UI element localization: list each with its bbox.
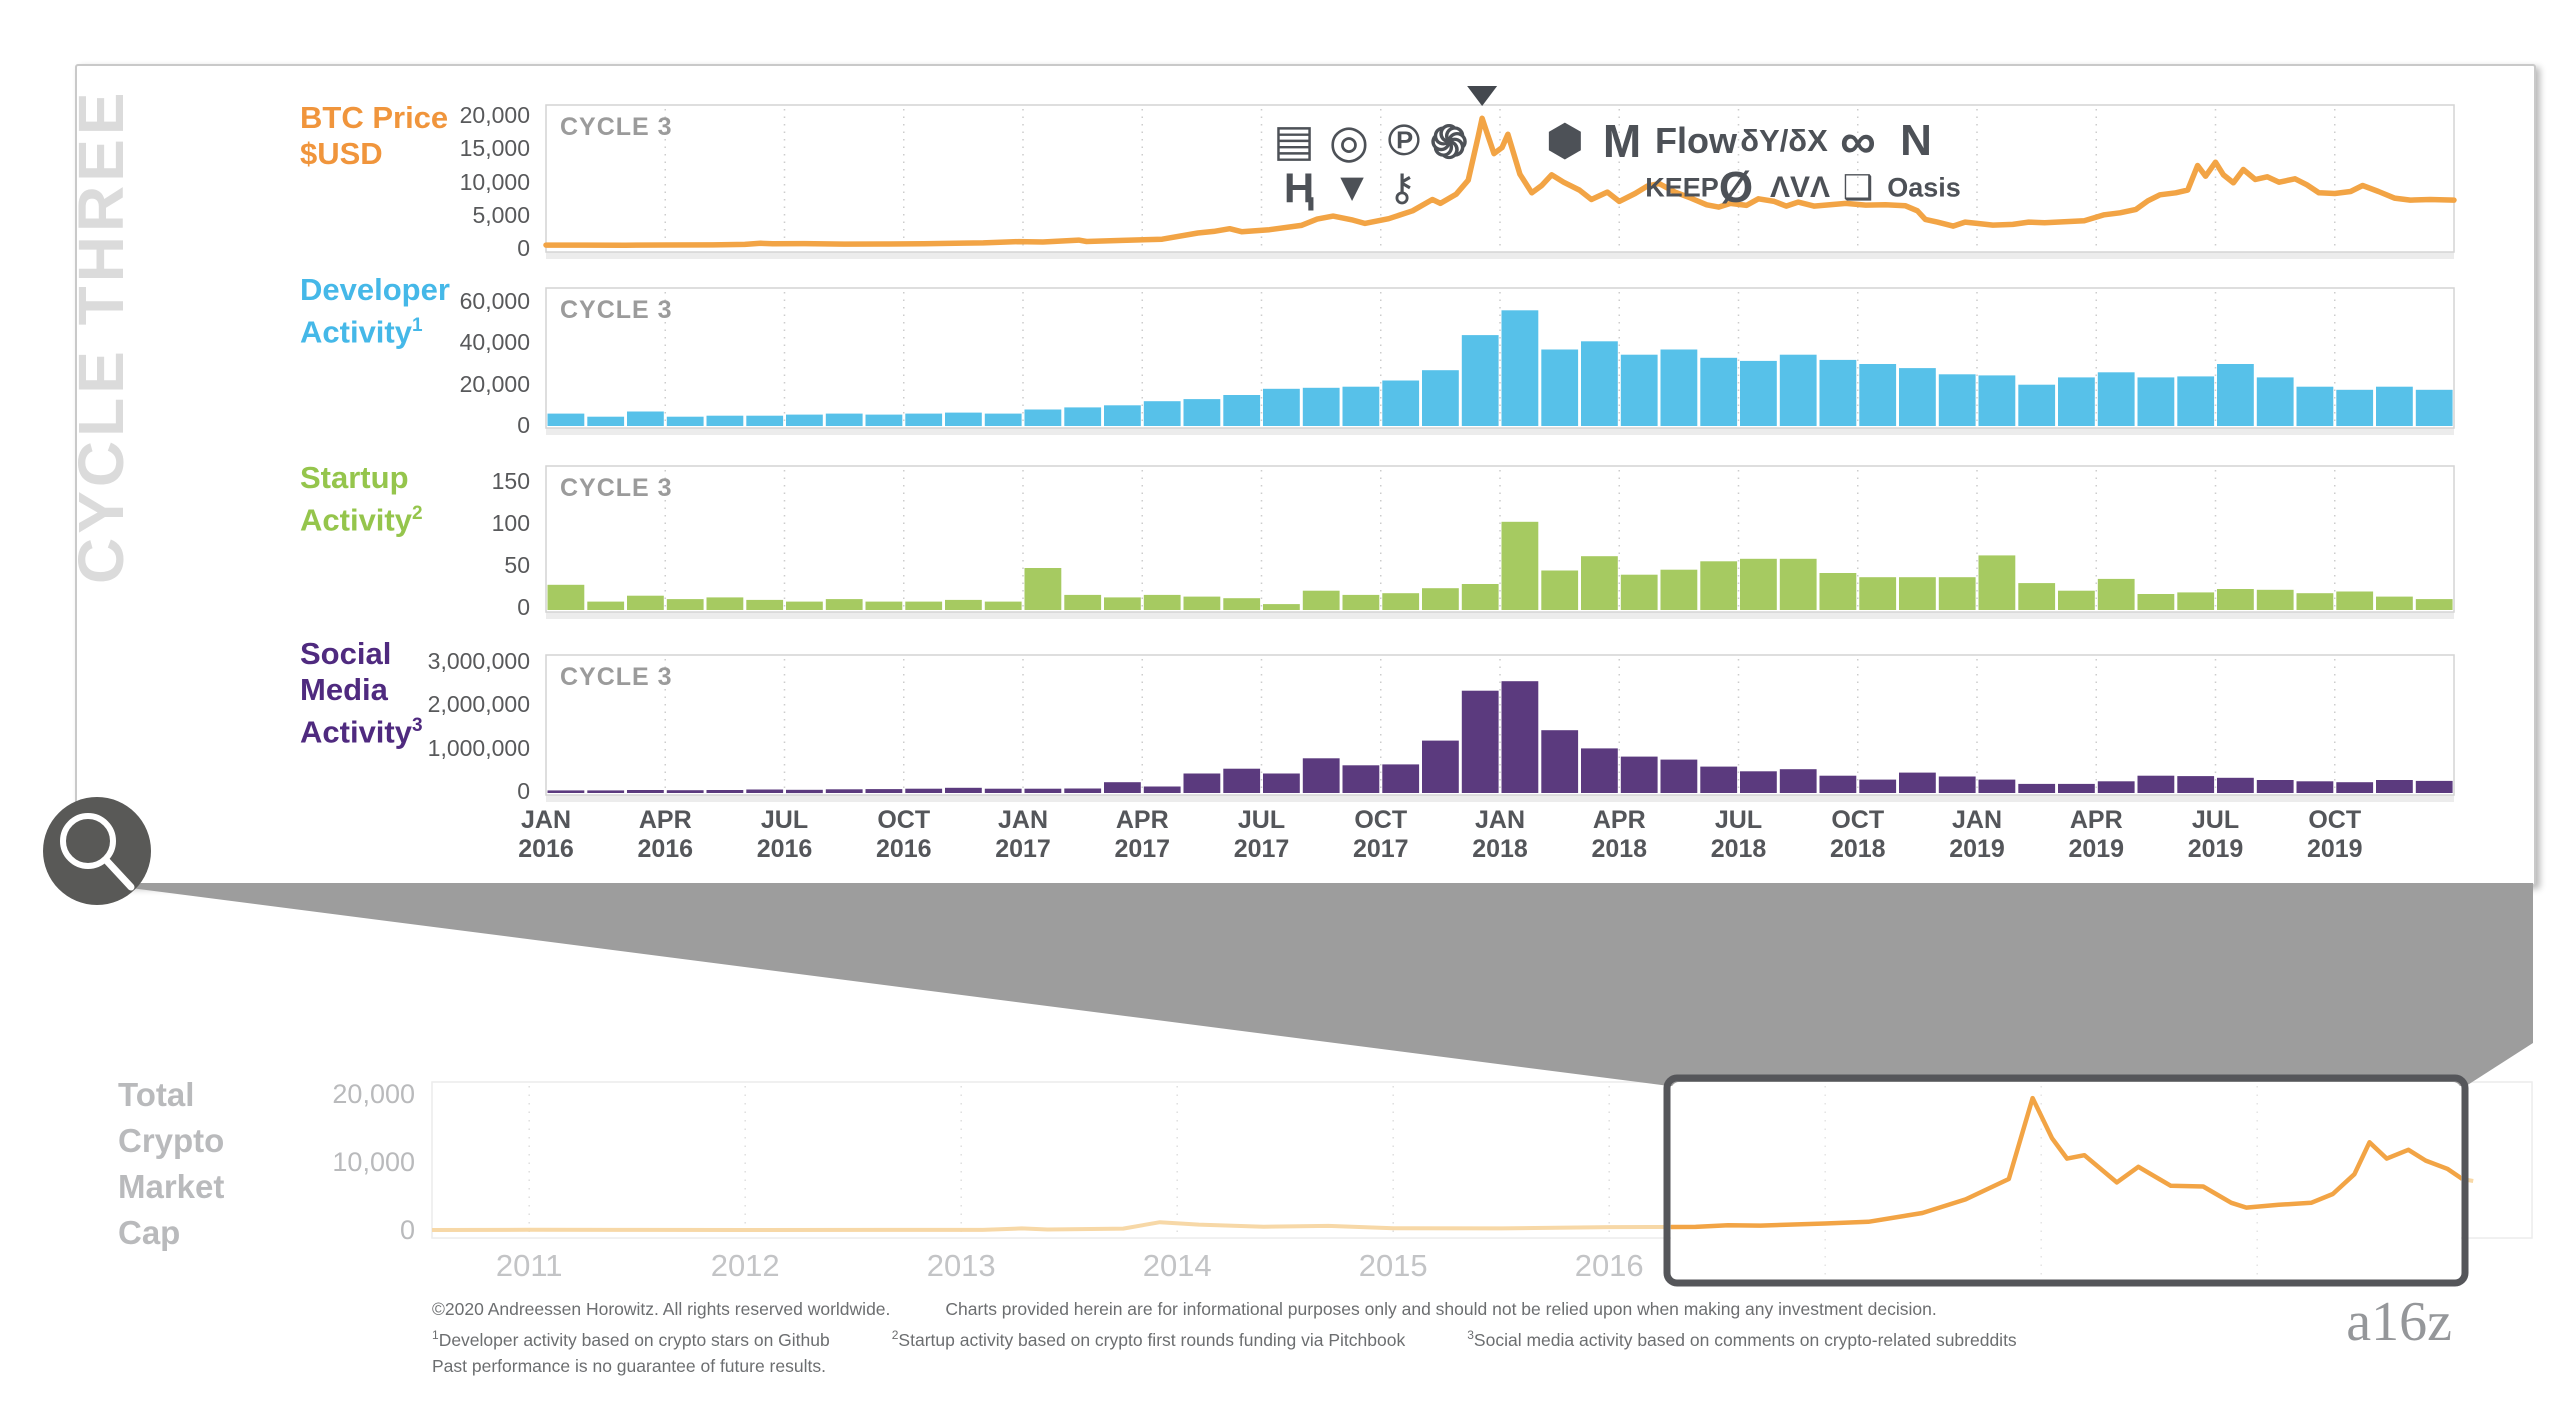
y-tick-label: 15,000: [459, 135, 530, 162]
x-axis-label: JAN 2018: [1472, 806, 1528, 863]
dfinity-cube-logo: ⬢: [1545, 116, 1585, 166]
social-bar: [627, 790, 664, 793]
maker-logo: M: [1602, 115, 1642, 167]
social-bar: [2336, 782, 2373, 793]
oasis-logo: Oasis: [1887, 172, 1961, 203]
magnifier-badge: [43, 797, 151, 905]
footer-line-1: [432, 1296, 2192, 1322]
social-bar: [1859, 780, 1896, 793]
y-tick-label: 100: [491, 510, 530, 536]
social-bar: [905, 789, 942, 793]
startup-bar: [2018, 583, 2055, 610]
social-bar: [1263, 774, 1300, 794]
startup-bar: [985, 602, 1022, 610]
dev-bar: [2257, 377, 2294, 426]
startup-bar: [1700, 561, 1737, 610]
dev-bar: [1263, 389, 1300, 426]
dev-bar: [707, 416, 744, 426]
dev-bar: [945, 413, 982, 426]
social-bar: [1899, 773, 1936, 793]
startup-bar: [1422, 588, 1459, 610]
x-axis-year-label: 2016: [1574, 1248, 1644, 1283]
startup-bar: [1382, 593, 1419, 610]
startup-bar: [1223, 598, 1260, 610]
social-bar: [1979, 780, 2016, 793]
social-bar: [2217, 778, 2254, 793]
social-bar: [2018, 784, 2055, 793]
handshake-logo: Ⱨ: [1283, 164, 1315, 211]
startup-bar: [1343, 595, 1380, 610]
panel-label-line: Activity: [300, 714, 412, 750]
x-axis-label: OCT 2019: [2306, 806, 2363, 863]
y-tick-label: 20,000: [459, 102, 530, 128]
panel-label-line: Startup: [300, 460, 409, 495]
dev-bar: [2018, 385, 2055, 426]
dev-bar: [1104, 405, 1141, 426]
y-tick-label: 40,000: [459, 329, 530, 356]
dev-bar: [746, 416, 783, 426]
panel-label-dev: Developer Activity$^1$: [300, 272, 450, 350]
social-bar: [2257, 780, 2294, 793]
startup-bar: [1064, 595, 1101, 610]
startup-bar: [1184, 597, 1221, 610]
infinity-logo: ∞: [1840, 113, 1876, 169]
panel-label-line: Media: [300, 672, 388, 707]
x-axis-label: JUL 2018: [1710, 806, 1767, 863]
startup-bar: [1303, 591, 1340, 610]
x-axis-label: OCT 2016: [875, 806, 932, 863]
social-bar: [2376, 780, 2413, 793]
dev-bar: [1859, 364, 1896, 426]
social-bar: [1025, 789, 1062, 793]
dev-bar: [1184, 399, 1221, 426]
y-tick-label: 2,000,000: [427, 691, 530, 718]
dev-bar: [1343, 387, 1380, 426]
startup-bar: [2336, 592, 2373, 611]
flow-logo: Flow: [1655, 120, 1737, 161]
social-bar: [1780, 769, 1817, 793]
dev-bar: [1064, 407, 1101, 426]
panel-label-startup: Startup Activity$^2$: [300, 460, 423, 538]
startup-bar: [1780, 559, 1817, 610]
y-tick-label: 3,000,000: [427, 648, 530, 674]
x-axis-label: APR 2016: [637, 806, 694, 863]
social-bar: [587, 790, 624, 793]
cycle-tag: CYCLE 3: [560, 474, 673, 502]
social-bar: [786, 790, 823, 793]
x-axis-label: JUL 2019: [2187, 806, 2244, 863]
panel-base-shadow: [546, 428, 2454, 435]
x-axis-label: JAN 2017: [995, 806, 1051, 863]
panel-label-social: Social Media Activity$^3$: [300, 636, 423, 750]
panel-label-line: Developer: [300, 272, 450, 307]
peak-marker-icon: [1467, 86, 1497, 106]
startup-bar: [786, 602, 823, 610]
panel-label-line: Social: [300, 636, 392, 671]
dev-bar: [1422, 370, 1459, 426]
x-axis-label: OCT 2017: [1352, 806, 1409, 863]
dev-bar: [1700, 358, 1737, 426]
startup-bar: [1820, 573, 1857, 610]
cycle-tag: CYCLE 3: [560, 113, 673, 141]
startup-bar: [1263, 604, 1300, 610]
x-axis-year-label: 2013: [926, 1248, 996, 1283]
footer: [432, 1296, 2192, 1379]
x-axis-year-label: 2012: [710, 1248, 780, 1283]
footnote: $^3$Social media activity based on comments on crypto-related subreddits: [1467, 1328, 2017, 1350]
social-bar: [1621, 757, 1658, 793]
social-bar: [2138, 776, 2175, 793]
cycle-tag: CYCLE 3: [560, 663, 673, 691]
social-bar: [1303, 758, 1340, 793]
social-bar: [2058, 784, 2095, 793]
social-bar: [2416, 781, 2453, 793]
social-bar: [1382, 764, 1419, 793]
near-logo: N: [1900, 116, 1932, 165]
social-bar: [1661, 760, 1698, 793]
gem-logo: ▼: [1332, 165, 1372, 210]
startup-bar: [2416, 599, 2453, 610]
dev-bar: [1820, 360, 1857, 426]
y-tick-label: 20,000: [459, 370, 530, 397]
startup-bar: [2177, 592, 2214, 610]
key-logo: ⚷: [1388, 167, 1416, 210]
x-axis-year-label: 2011: [495, 1248, 563, 1283]
panel-label-line: Activity: [300, 502, 412, 538]
startup-bar: [826, 599, 863, 610]
spiral-logo: ֍: [1430, 116, 1468, 168]
social-bar: [1740, 771, 1777, 793]
dev-bar: [1661, 350, 1698, 427]
panel-base-shadow: [546, 612, 2454, 619]
social-bar: [548, 790, 585, 793]
x-axis-label: JAN 2016: [518, 806, 574, 863]
dev-bar: [2177, 376, 2214, 426]
dev-bar: [2336, 390, 2373, 426]
dev-bar: [2098, 372, 2135, 426]
startup-bar: [1859, 577, 1896, 610]
startup-bar: [1462, 584, 1499, 610]
social-bar: [1104, 782, 1141, 793]
startup-bar: [707, 597, 744, 610]
x-axis-label: OCT 2018: [1829, 806, 1886, 863]
startup-bar: [1502, 522, 1539, 610]
social-bar: [1343, 765, 1380, 793]
dev-bar: [1780, 355, 1817, 426]
x-axis-label: APR 2018: [1591, 806, 1648, 863]
startup-bar: [1144, 595, 1181, 610]
social-bar: [1820, 776, 1857, 793]
startup-bar: [548, 585, 585, 610]
social-bar: [1184, 774, 1221, 794]
copyright-text: ©2020 Andreessen Horowitz. All rights reserved worldwide.: [432, 1299, 891, 1319]
y-tick-label: 150: [491, 468, 530, 494]
social-bar: [2177, 776, 2214, 793]
dev-bar: [2138, 377, 2175, 426]
startup-bar: [1104, 597, 1141, 610]
dev-bar: [1303, 388, 1340, 426]
y-tick-label: 20,000: [332, 1079, 415, 1109]
dydx-logo: δY/δX: [1740, 123, 1828, 158]
square-logo: ❑: [1842, 169, 1874, 207]
disclaimer-text: Charts provided herein are for informational purposes only and should not be relied upon when making any investment decision.: [945, 1299, 1937, 1319]
startup-bar: [1899, 577, 1936, 610]
startup-bar: [1939, 577, 1976, 610]
compound-logo: ▤: [1273, 116, 1315, 166]
market-cap-label: Total Crypto Market Cap: [118, 1076, 225, 1251]
dev-bar: [985, 414, 1022, 426]
y-tick-label: 1,000,000: [427, 734, 530, 761]
panel-base-shadow: [546, 252, 2454, 259]
dev-bar: [1979, 375, 2016, 426]
x-axis-label: JAN 2019: [1949, 806, 2005, 863]
y-tick-label: 60,000: [459, 288, 530, 314]
dev-bar: [1740, 361, 1777, 426]
social-bar: [1422, 741, 1459, 793]
social-bar: [1502, 681, 1539, 793]
startup-bar: [2138, 594, 2175, 610]
panel-label-line: $USD: [300, 136, 383, 171]
y-tick-label: 50: [504, 552, 530, 578]
social-bar: [1541, 730, 1578, 793]
startup-bar: [2217, 589, 2254, 610]
y-tick-label: 0: [517, 594, 530, 620]
panel-label-line: Activity: [300, 314, 412, 350]
dev-bar: [2058, 377, 2095, 426]
dev-bar: [2217, 364, 2254, 426]
footnote: $^1$Developer activity based on crypto stars on Github: [432, 1328, 830, 1350]
dev-bar: [1144, 401, 1181, 426]
startup-bar: [2376, 597, 2413, 610]
social-panel: [546, 655, 2454, 795]
x-axis-year-label: 2014: [1142, 1248, 1212, 1283]
social-bar: [1064, 789, 1101, 794]
a16z-logo: a16z: [2346, 1291, 2452, 1353]
keep-logo: KEEP: [1645, 172, 1719, 203]
props-logo: ℗: [1387, 116, 1421, 165]
orchid-logo: ◎: [1328, 115, 1370, 167]
dev-bar: [667, 417, 704, 426]
dev-bar: [1025, 410, 1062, 427]
startup-bar: [905, 602, 942, 610]
dev-bar: [905, 414, 942, 426]
x-axis-label: JUL 2017: [1233, 806, 1290, 863]
past-performance-text: Past performance is no guarantee of future results.: [432, 1355, 826, 1376]
dev-bar: [627, 412, 664, 427]
startup-bar: [1581, 556, 1618, 610]
social-bar: [1223, 769, 1260, 793]
dev-bar: [1541, 350, 1578, 427]
startup-bar: [1541, 571, 1578, 611]
startup-bar: [1979, 555, 2016, 610]
dev-bar: [866, 415, 903, 426]
dev-bar: [1223, 395, 1260, 426]
panel-base-shadow: [546, 795, 2454, 802]
dev-bar: [826, 414, 863, 426]
y-tick-label: 5,000: [472, 201, 530, 228]
ava-logo: ΛVΛ: [1769, 171, 1831, 204]
startup-bar: [945, 600, 982, 610]
dev-bar: [2297, 387, 2334, 426]
x-axis-label: JUL 2016: [756, 806, 813, 863]
slashed-zero-logo: Ø: [1718, 163, 1754, 212]
dev-bar: [1939, 374, 1976, 426]
x-axis-label: APR 2017: [1114, 806, 1171, 863]
social-bar: [1939, 777, 1976, 794]
startup-bar: [1661, 570, 1698, 610]
y-tick-label: 0: [517, 778, 530, 804]
startup-bar: [2257, 590, 2294, 610]
social-bar: [667, 790, 704, 793]
startup-bar: [866, 602, 903, 610]
startup-bar: [2058, 591, 2095, 610]
social-bar: [945, 788, 982, 793]
social-bar: [2098, 781, 2135, 793]
y-tick-label: 0: [399, 1215, 415, 1245]
cycle-tag: CYCLE 3: [560, 296, 673, 324]
social-bar: [1462, 691, 1499, 793]
dev-bar: [786, 415, 823, 426]
zoom-beam-wedge: [92, 883, 2533, 1086]
startup-bar: [1740, 559, 1777, 610]
dev-bar: [548, 414, 585, 426]
y-tick-label: 0: [517, 235, 530, 261]
panel-label-line: BTC Price: [300, 100, 449, 135]
dev-bar: [1502, 310, 1539, 426]
startup-bar: [587, 602, 624, 610]
startup-bar: [2297, 593, 2334, 610]
social-bar: [707, 790, 744, 793]
footnote: $^2$Startup activity based on crypto first rounds funding via Pitchbook: [891, 1328, 1406, 1350]
dev-bar: [1899, 368, 1936, 426]
startup-bar: [2098, 579, 2135, 610]
cycle-three-watermark: CYCLE THREE: [65, 88, 137, 584]
social-bar: [866, 789, 903, 793]
startup-bar: [627, 596, 664, 610]
x-axis-label: APR 2019: [2068, 806, 2125, 863]
social-bar: [1144, 787, 1181, 794]
dev-bar: [1462, 335, 1499, 426]
startup-bar: [1621, 575, 1658, 610]
social-bar: [746, 790, 783, 794]
x-axis-year-label: 2015: [1358, 1248, 1428, 1283]
dev-bar: [2376, 387, 2413, 426]
footer-notes: [432, 1322, 2192, 1353]
social-bar: [1700, 767, 1737, 793]
y-tick-label: 0: [517, 412, 530, 438]
dev-bar: [2416, 390, 2453, 426]
startup-bar: [746, 600, 783, 610]
zoom-box-interior: [1671, 1082, 2461, 1279]
social-bar: [985, 789, 1022, 793]
y-tick-label: 10,000: [459, 168, 530, 195]
dev-bar: [1382, 381, 1419, 427]
dev-bar: [587, 417, 624, 426]
startup-bar: [667, 599, 704, 610]
dev-bar: [1581, 341, 1618, 426]
startup-bar: [1025, 568, 1062, 610]
social-bar: [1581, 748, 1618, 793]
social-bar: [826, 789, 863, 793]
dev-bar: [1621, 355, 1658, 426]
y-tick-label: 10,000: [332, 1147, 415, 1177]
social-bar: [2297, 781, 2334, 793]
